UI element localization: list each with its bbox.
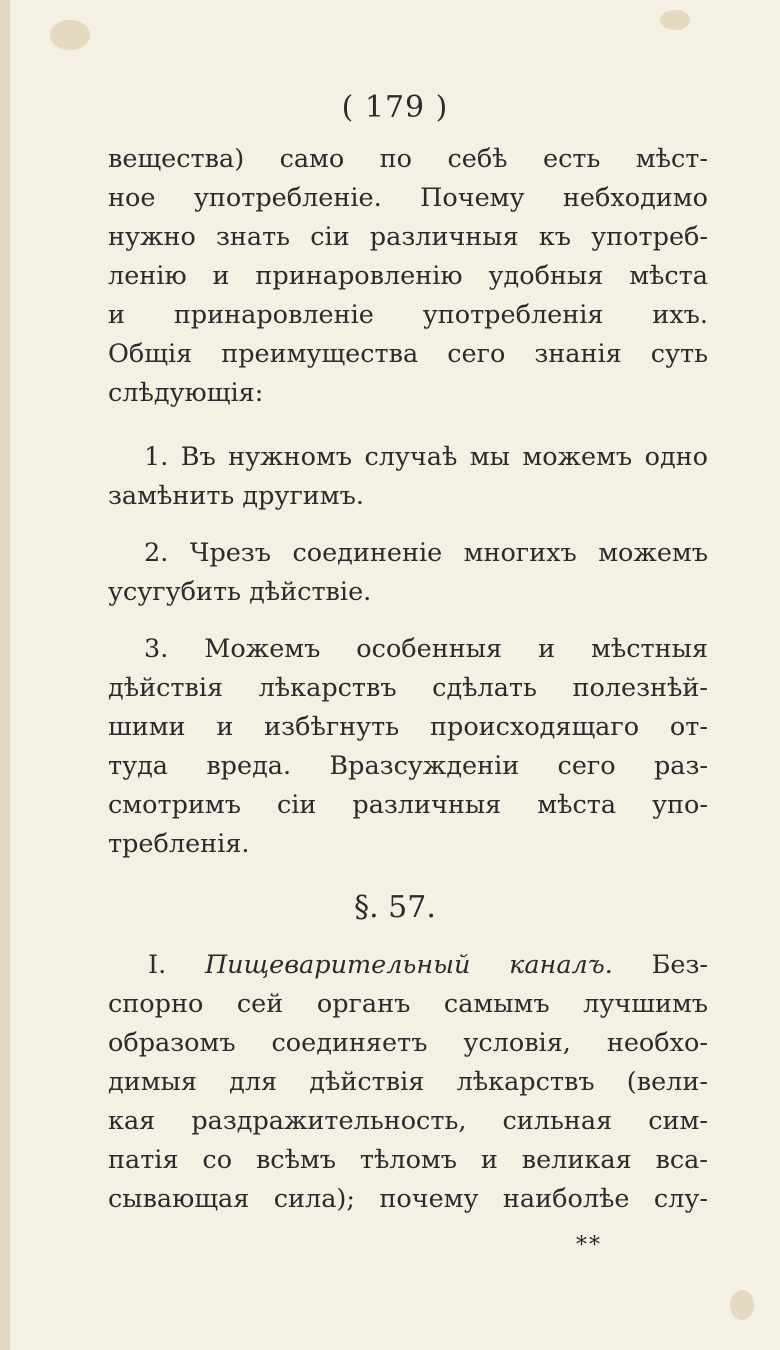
section-title: Пищеварительный каналъ.: [204, 950, 613, 980]
signature-mark: **: [576, 1233, 602, 1258]
text-line: вещества) само по себѣ есть мѣст-: [108, 144, 708, 174]
text-line: ленію и принаровленію удобныя мѣста: [108, 261, 708, 291]
paper-stain: [660, 10, 690, 30]
text-line: димыя для дѣйствія лѣкарствъ (вели-: [108, 1067, 708, 1097]
text-line: туда вреда. Вразсужденіи сего раз-: [108, 751, 708, 781]
text-line: усугубить дѣйствіе.: [108, 577, 372, 607]
text-line: спорно сей органъ самымъ лучшимъ: [108, 989, 708, 1019]
text-line: замѣнить другимъ.: [108, 481, 364, 511]
text-line: смотримъ сіи различныя мѣста упо-: [108, 790, 708, 820]
list-item: [108, 630, 708, 864]
text-line: патія со всѣмъ тѣломъ и великая вса-: [108, 1145, 708, 1175]
text-line: требленія.: [108, 829, 250, 859]
text-line: шими и избѣгнуть происходящаго от-: [108, 712, 708, 742]
text-line: кая раздражительность, сильная сим-: [108, 1106, 708, 1136]
section-heading: §. 57.: [354, 890, 436, 925]
list-item: [108, 438, 708, 516]
text-line: ное употребленіе. Почему небходимо: [108, 183, 708, 213]
text-line: Общія преимущества сего знанія суть: [108, 339, 708, 369]
section-lead: Без-: [651, 950, 709, 980]
text-line: 1. Въ нужномъ случаѣ мы можемъ одно: [144, 442, 708, 472]
text-line: 3. Можемъ особенныя и мѣстныя: [144, 634, 708, 664]
paper-stain: [730, 1290, 754, 1320]
text-line: образомъ соединяетъ условія, необхо-: [108, 1028, 708, 1058]
page-number: ( 179 ): [341, 90, 449, 125]
text-line: [108, 946, 708, 985]
paper-stain: [50, 20, 90, 50]
list-item: [108, 534, 708, 612]
text-line: 2. Чрезъ соединеніе многихъ можемъ: [144, 538, 708, 568]
text-line: дѣйствія лѣкарствъ сдѣлать полезнѣй-: [108, 673, 708, 703]
text-line: слѣдующія:: [108, 378, 264, 408]
text-line: и принаровленіе употребленія ихъ.: [108, 300, 708, 330]
section-numeral: I.: [148, 950, 167, 980]
intro-paragraph: [108, 140, 708, 413]
section-paragraph: [108, 946, 708, 1219]
text-line: сывающая сила); почему наиболѣе слу-: [108, 1184, 708, 1214]
numbered-list: [108, 438, 708, 864]
text-line: нужно знать сіи различныя къ употреб-: [108, 222, 708, 252]
